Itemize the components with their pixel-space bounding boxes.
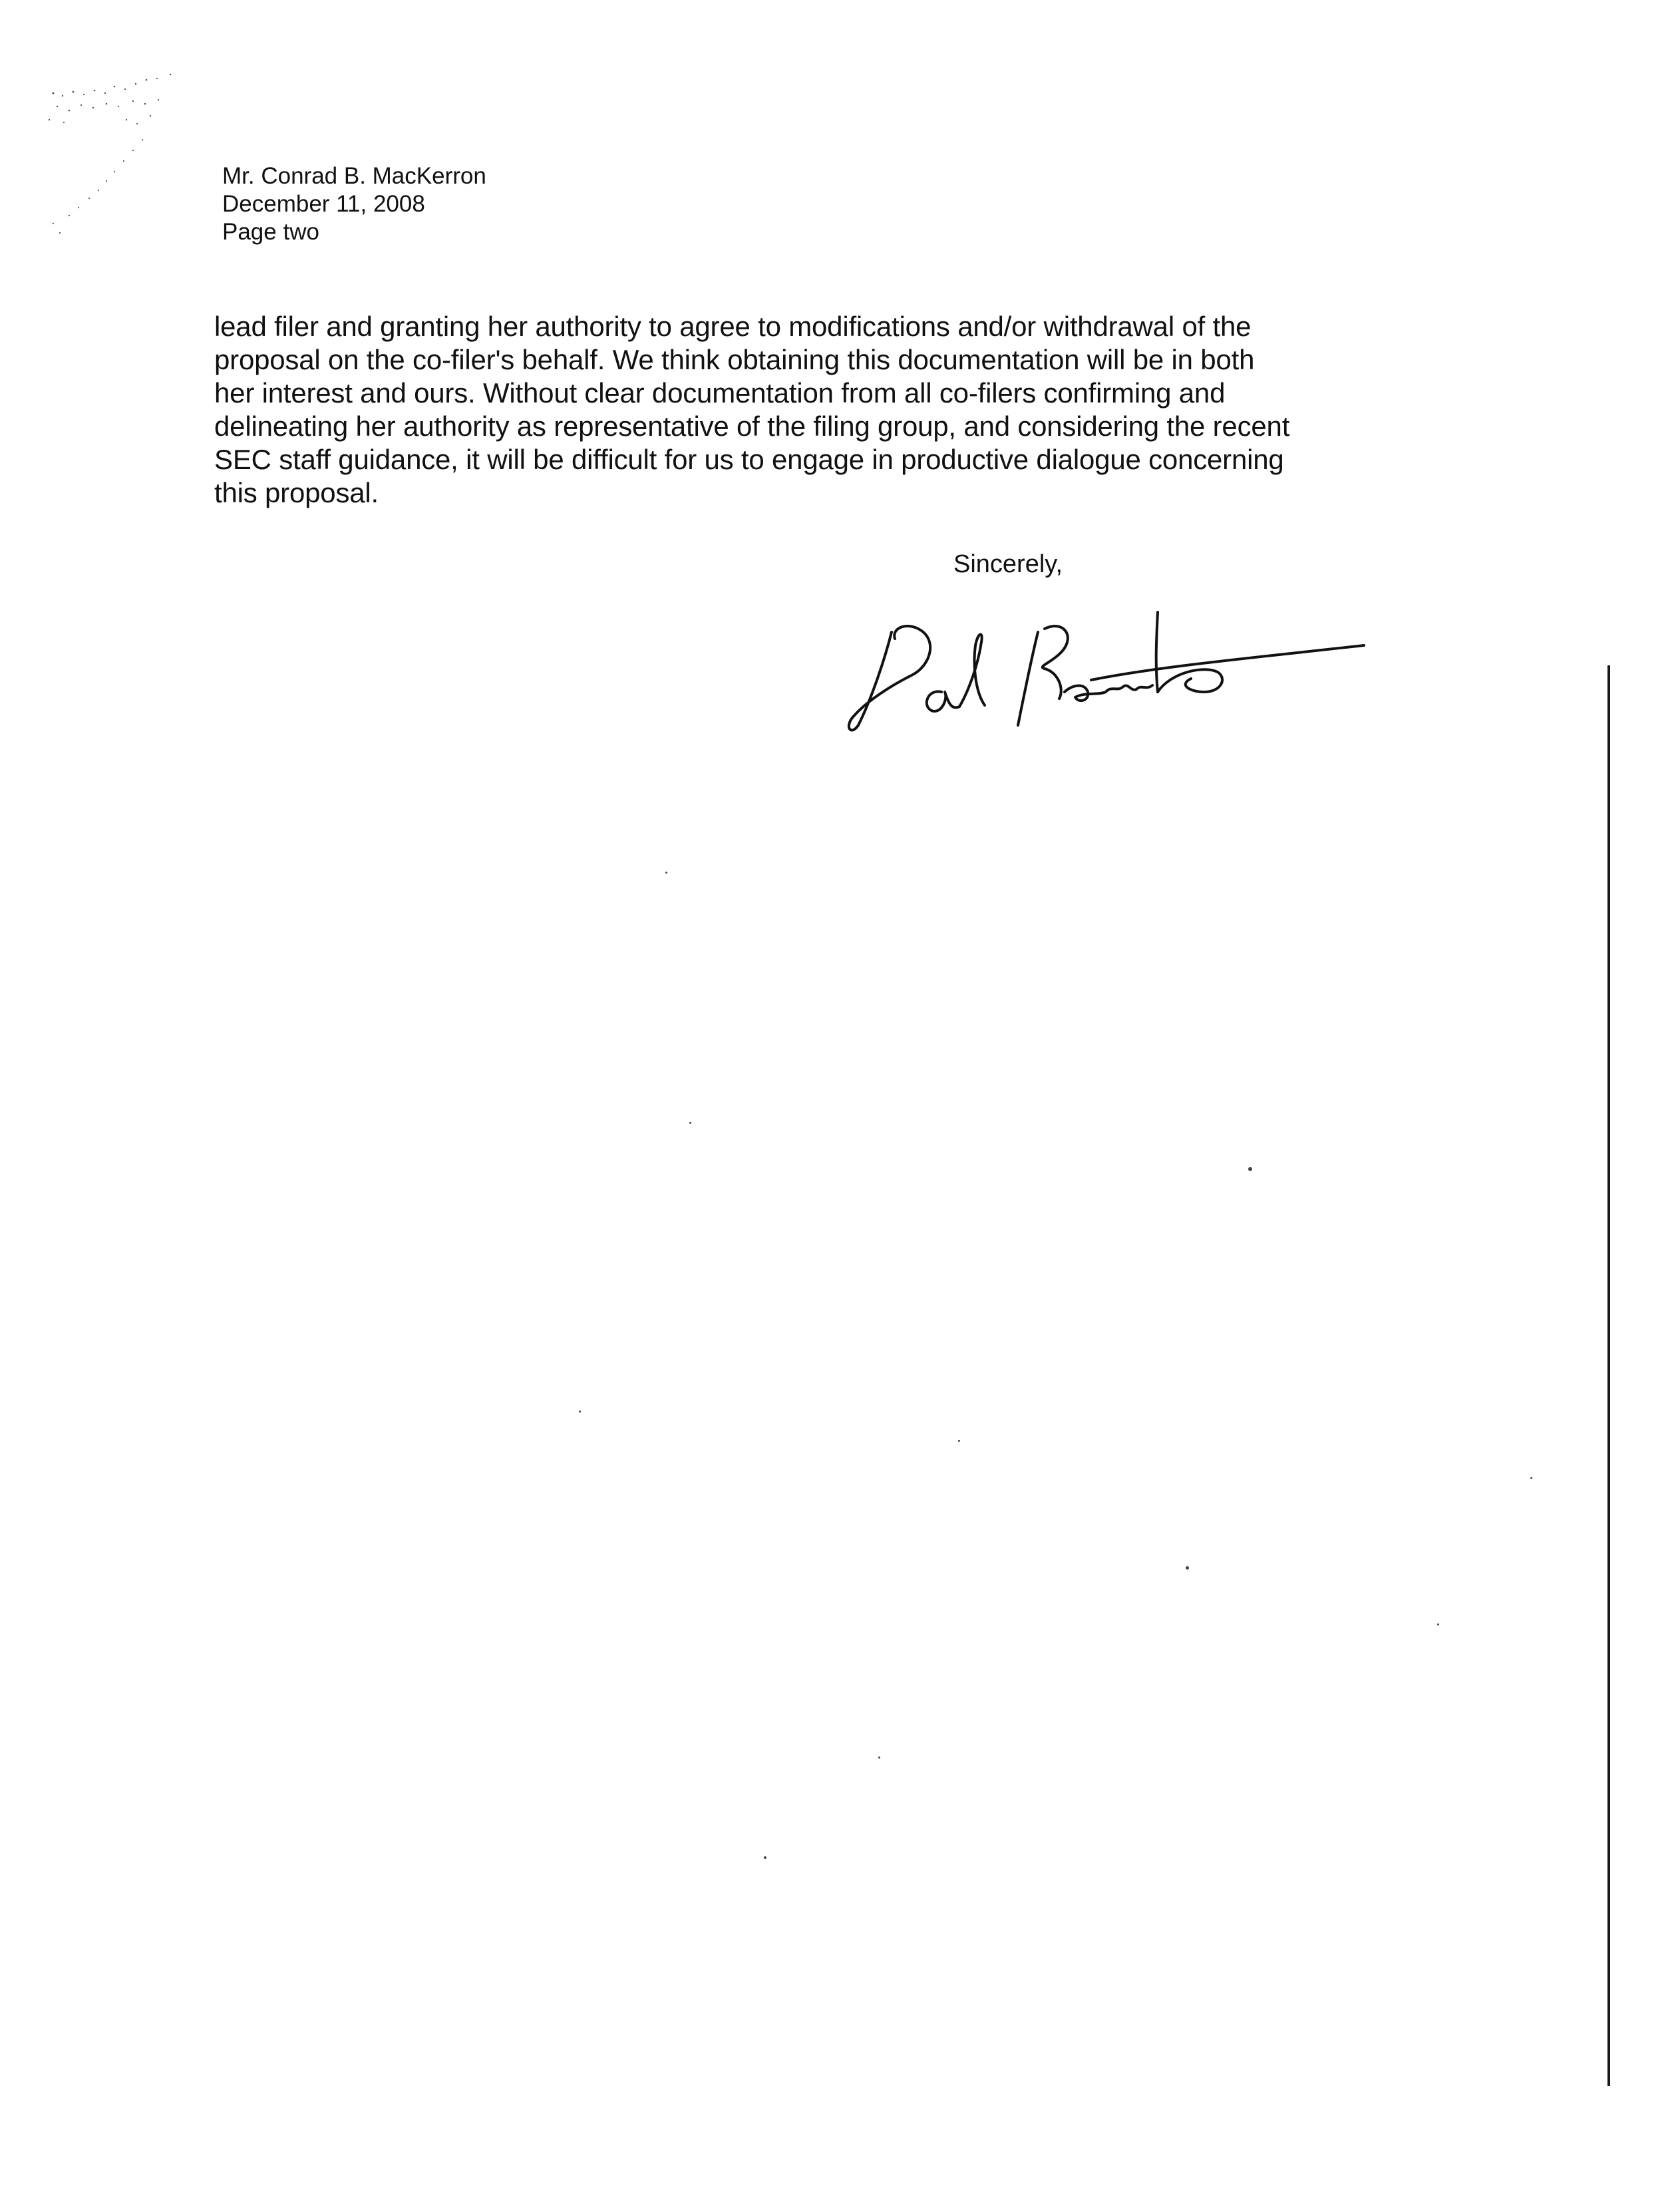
letter-header xyxy=(222,162,486,246)
body-line: this proposal. xyxy=(214,477,379,508)
scan-speck xyxy=(1530,1477,1532,1479)
body-line: delineating her authority as representative of the filing group, and considering the recent xyxy=(214,411,1290,442)
scan-speck xyxy=(1437,1623,1439,1625)
scan-speck xyxy=(579,1411,581,1413)
handwritten-signature xyxy=(845,592,1377,732)
scan-speck xyxy=(1248,1167,1252,1171)
body-line: SEC staff guidance, it will be difficult for us to engage in productive dialogue concerning xyxy=(214,444,1284,475)
body-line: her interest and ours. Without clear documentation from all co-filers confirming and xyxy=(214,377,1226,409)
scan-artifact-marks xyxy=(40,67,213,240)
letter-date: December 11, 2008 xyxy=(222,191,425,217)
body-line: proposal on the co-filer's behalf. We think obtaining this documentation will be in both xyxy=(214,344,1255,375)
scan-speck xyxy=(665,872,667,874)
page-label: Page two xyxy=(222,219,319,245)
scan-speck xyxy=(689,1122,691,1124)
scan-speck xyxy=(1186,1566,1189,1570)
scan-speck xyxy=(764,1856,766,1859)
recipient-name: Mr. Conrad B. MacKerron xyxy=(222,163,486,189)
scan-speck xyxy=(878,1757,880,1759)
letter-body xyxy=(214,310,1385,510)
scan-edge-line xyxy=(1607,665,1610,2086)
scan-speck xyxy=(958,1440,960,1442)
closing-salutation: Sincerely, xyxy=(953,550,1063,578)
body-line: lead filer and granting her authority to agree to modifications and/or withdrawal of the xyxy=(214,311,1252,342)
